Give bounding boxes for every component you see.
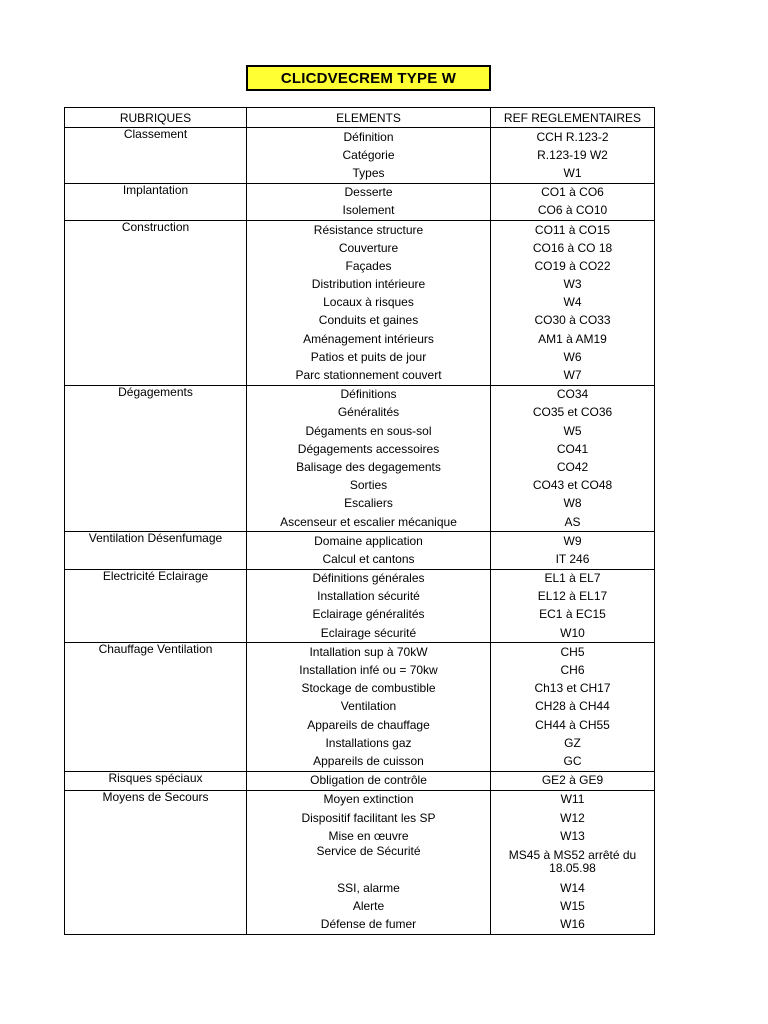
- table-row: [65, 643, 655, 662]
- rubrique-cell: Implantation: [65, 183, 247, 202]
- element-cell: Stockage de combustible: [247, 680, 491, 698]
- ref-cell: W14: [491, 879, 655, 897]
- ref-cell: W5: [491, 422, 655, 440]
- element-cell: Résistance structure: [247, 220, 491, 239]
- ref-cell: CH5: [491, 643, 655, 662]
- table-row: [65, 202, 655, 221]
- ref-cell: W4: [491, 294, 655, 312]
- element-cell: Dispositif facilitant les SP: [247, 809, 491, 827]
- rubrique-cell: [65, 276, 247, 294]
- ref-cell: CO16 à CO 18: [491, 239, 655, 257]
- element-cell: Définitions générales: [247, 569, 491, 588]
- ref-cell: CO42: [491, 458, 655, 476]
- ref-cell: W8: [491, 495, 655, 513]
- element-cell: Parc stationnement couvert: [247, 366, 491, 385]
- rubrique-cell: [65, 477, 247, 495]
- rubrique-cell: [65, 495, 247, 513]
- element-cell: Patios et puits de jour: [247, 348, 491, 366]
- table-row: [65, 879, 655, 897]
- rubrique-cell: Chauffage Ventilation: [65, 643, 247, 662]
- rubrique-cell: Dégagements: [65, 385, 247, 404]
- ref-cell: CO34: [491, 385, 655, 404]
- table-row: [65, 330, 655, 348]
- ref-cell: CO41: [491, 440, 655, 458]
- table-row: [65, 440, 655, 458]
- ref-cell: CH44 à CH55: [491, 716, 655, 734]
- table-row: [65, 532, 655, 551]
- rubrique-cell: [65, 588, 247, 606]
- element-cell: Dégaments en sous-sol: [247, 422, 491, 440]
- rubrique-cell: [65, 440, 247, 458]
- table-row: [65, 588, 655, 606]
- ref-cell: IT 246: [491, 550, 655, 569]
- rubrique-cell: Risques spéciaux: [65, 771, 247, 790]
- table-row: [65, 146, 655, 164]
- element-cell: Eclairage généralités: [247, 606, 491, 624]
- rubrique-cell: [65, 716, 247, 734]
- rubrique-cell: [65, 898, 247, 916]
- element-cell: Service de Sécurité: [247, 845, 491, 879]
- ref-cell: EC1 à EC15: [491, 606, 655, 624]
- element-cell: Installation sécurité: [247, 588, 491, 606]
- ref-cell: GC: [491, 752, 655, 771]
- rubrique-cell: [65, 404, 247, 422]
- ref-cell: AS: [491, 513, 655, 532]
- ref-cell: W6: [491, 348, 655, 366]
- header-elements: ELEMENTS: [247, 108, 491, 128]
- table-row: [65, 366, 655, 385]
- ref-cell: CO30 à CO33: [491, 312, 655, 330]
- table-row: [65, 239, 655, 257]
- rubrique-cell: [65, 879, 247, 897]
- element-cell: Mise en œuvre: [247, 827, 491, 845]
- element-cell: Conduits et gaines: [247, 312, 491, 330]
- ref-cell: Ch13 et CH17: [491, 680, 655, 698]
- element-cell: Appareils de chauffage: [247, 716, 491, 734]
- table-row: [65, 220, 655, 239]
- ref-cell: CO35 et CO36: [491, 404, 655, 422]
- table-row: [65, 276, 655, 294]
- element-cell: Couverture: [247, 239, 491, 257]
- table-row: [65, 385, 655, 404]
- ref-cell: AM1 à AM19: [491, 330, 655, 348]
- rubrique-cell: [65, 845, 247, 879]
- rubrique-cell: Classement: [65, 128, 247, 147]
- element-cell: Catégorie: [247, 146, 491, 164]
- rubrique-cell: [65, 146, 247, 164]
- element-cell: Dégagements accessoires: [247, 440, 491, 458]
- element-cell: Sorties: [247, 477, 491, 495]
- rubrique-cell: [65, 294, 247, 312]
- ref-cell: W3: [491, 276, 655, 294]
- ref-cell: W16: [491, 916, 655, 935]
- rubrique-cell: [65, 239, 247, 257]
- ref-cell: CH28 à CH44: [491, 698, 655, 716]
- ref-cell: MS45 à MS52 arrêté du 18.05.98: [491, 845, 655, 879]
- table-body: [65, 128, 655, 935]
- element-cell: Installation infé ou = 70kw: [247, 661, 491, 679]
- table-row: [65, 661, 655, 679]
- ref-cell: W13: [491, 827, 655, 845]
- element-cell: Obligation de contrôle: [247, 771, 491, 790]
- rubrique-cell: [65, 680, 247, 698]
- table-row: [65, 495, 655, 513]
- element-cell: Desserte: [247, 183, 491, 202]
- rubrique-cell: Moyens de Secours: [65, 790, 247, 809]
- rubrique-cell: [65, 698, 247, 716]
- ref-cell: W12: [491, 809, 655, 827]
- table-row: [65, 845, 655, 879]
- ref-cell: W10: [491, 624, 655, 643]
- ref-cell: EL12 à EL17: [491, 588, 655, 606]
- element-cell: Défense de fumer: [247, 916, 491, 935]
- rubrique-cell: [65, 606, 247, 624]
- element-cell: Aménagement intérieurs: [247, 330, 491, 348]
- table-row: [65, 606, 655, 624]
- table-row: [65, 458, 655, 476]
- table-row: [65, 477, 655, 495]
- regulation-table: [64, 107, 655, 935]
- element-cell: Locaux à risques: [247, 294, 491, 312]
- table-row: [65, 348, 655, 366]
- header-rubriques: RUBRIQUES: [65, 108, 247, 128]
- table-row: [65, 771, 655, 790]
- ref-cell: CO43 et CO48: [491, 477, 655, 495]
- ref-cell: EL1 à EL7: [491, 569, 655, 588]
- element-cell: Calcul et cantons: [247, 550, 491, 569]
- table-row: [65, 624, 655, 643]
- element-cell: Installations gaz: [247, 734, 491, 752]
- rubrique-cell: [65, 164, 247, 183]
- table-row: [65, 422, 655, 440]
- element-cell: Distribution intérieure: [247, 276, 491, 294]
- element-cell: Appareils de cuisson: [247, 752, 491, 771]
- ref-cell: CO6 à CO10: [491, 202, 655, 221]
- header-ref-reglementaires: REF REGLEMENTAIRES: [491, 108, 655, 128]
- document-title: CLICDVECREM TYPE W: [246, 65, 491, 91]
- rubrique-cell: [65, 513, 247, 532]
- rubrique-cell: [65, 752, 247, 771]
- ref-cell: W7: [491, 366, 655, 385]
- rubrique-cell: [65, 366, 247, 385]
- rubrique-cell: [65, 458, 247, 476]
- table-row: [65, 404, 655, 422]
- rubrique-cell: [65, 916, 247, 935]
- ref-cell: W1: [491, 164, 655, 183]
- rubrique-cell: [65, 734, 247, 752]
- table-row: [65, 569, 655, 588]
- table-row: [65, 827, 655, 845]
- element-cell: Eclairage sécurité: [247, 624, 491, 643]
- ref-cell: CH6: [491, 661, 655, 679]
- table-row: [65, 752, 655, 771]
- element-cell: Façades: [247, 257, 491, 275]
- rubrique-cell: [65, 661, 247, 679]
- ref-cell: CCH R.123-2: [491, 128, 655, 147]
- header-row: [65, 108, 655, 128]
- element-cell: Balisage des degagements: [247, 458, 491, 476]
- rubrique-cell: [65, 257, 247, 275]
- rubrique-cell: [65, 624, 247, 643]
- table-row: [65, 698, 655, 716]
- ref-cell: W9: [491, 532, 655, 551]
- ref-cell: R.123-19 W2: [491, 146, 655, 164]
- element-cell: Ventilation: [247, 698, 491, 716]
- table-row: [65, 257, 655, 275]
- table-row: [65, 916, 655, 935]
- table-row: [65, 734, 655, 752]
- ref-cell: W15: [491, 898, 655, 916]
- table-row: [65, 183, 655, 202]
- rubrique-cell: Ventilation Désenfumage: [65, 532, 247, 551]
- element-cell: Intallation sup à 70kW: [247, 643, 491, 662]
- ref-cell: W11: [491, 790, 655, 809]
- table-row: [65, 312, 655, 330]
- element-cell: Définitions: [247, 385, 491, 404]
- rubrique-cell: [65, 827, 247, 845]
- rubrique-cell: Electricité Eclairage: [65, 569, 247, 588]
- rubrique-cell: [65, 330, 247, 348]
- ref-cell: GE2 à GE9: [491, 771, 655, 790]
- rubrique-cell: Construction: [65, 220, 247, 239]
- ref-cell: GZ: [491, 734, 655, 752]
- ref-cell: CO19 à CO22: [491, 257, 655, 275]
- table-row: [65, 294, 655, 312]
- table-row: [65, 898, 655, 916]
- table-row: [65, 716, 655, 734]
- rubrique-cell: [65, 348, 247, 366]
- rubrique-cell: [65, 312, 247, 330]
- element-cell: Moyen extinction: [247, 790, 491, 809]
- table-row: [65, 164, 655, 183]
- ref-cell: CO1 à CO6: [491, 183, 655, 202]
- table-row: [65, 128, 655, 147]
- element-cell: Définition: [247, 128, 491, 147]
- element-cell: Ascenseur et escalier mécanique: [247, 513, 491, 532]
- table-row: [65, 790, 655, 809]
- element-cell: Types: [247, 164, 491, 183]
- table-row: [65, 680, 655, 698]
- rubrique-cell: [65, 422, 247, 440]
- ref-cell: CO11 à CO15: [491, 220, 655, 239]
- rubrique-cell: [65, 809, 247, 827]
- table-row: [65, 513, 655, 532]
- table-row: [65, 550, 655, 569]
- table-row: [65, 809, 655, 827]
- element-cell: SSI, alarme: [247, 879, 491, 897]
- element-cell: Isolement: [247, 202, 491, 221]
- element-cell: Généralités: [247, 404, 491, 422]
- rubrique-cell: [65, 202, 247, 221]
- table-header: [65, 108, 655, 128]
- element-cell: Domaine application: [247, 532, 491, 551]
- element-cell: Escaliers: [247, 495, 491, 513]
- rubrique-cell: [65, 550, 247, 569]
- element-cell: Alerte: [247, 898, 491, 916]
